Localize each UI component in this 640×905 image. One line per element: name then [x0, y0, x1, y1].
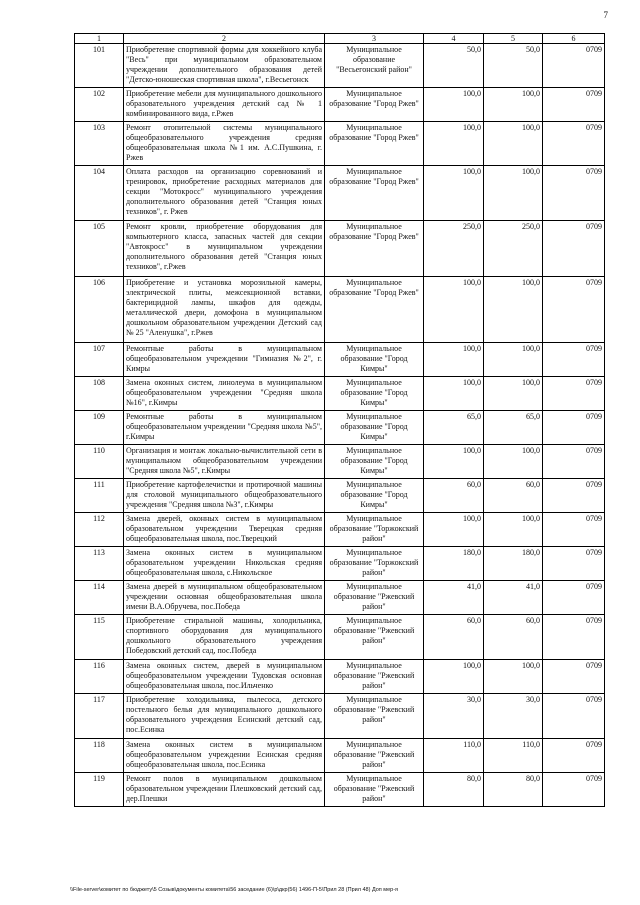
table-row	[75, 615, 605, 660]
table-row	[75, 445, 605, 479]
row-budget-code: 0709	[543, 411, 605, 445]
row-budget-code: 0709	[543, 479, 605, 513]
row-municipality: Муниципальное образование "Город Кимры"	[325, 343, 424, 377]
row-description: Замена оконных систем, линолеума в муниципальном общеобразовательном учреждении "Средняя школа №16", г.Кимры	[124, 377, 325, 411]
row-municipality: Муниципальное образование "Город Ржев"	[325, 221, 424, 277]
row-description: Приобретение холодильника, пылесоса, детского постельного белья для муниципального дошкольного образовательного учреждения Есинский детский сад, пос.Есинка	[124, 694, 325, 739]
row-municipality: Муниципальное образование "Город Ржев"	[325, 88, 424, 122]
row-amount-col5: 41,0	[484, 581, 543, 615]
row-description: Замена дверей, оконных систем в муниципальном образовательном учреждении Тверецкая средняя общеобразовательная школа, пос.Тверецкий	[124, 513, 325, 547]
row-budget-code: 0709	[543, 166, 605, 221]
row-amount-col5: 100,0	[484, 88, 543, 122]
row-description: Приобретение и установка морозильной камеры, электрической плиты, межсекционной вставки, бактерицидной лампы, шкафов для одежды, металлической двери, домофона в муниципальном дошкольном образовательном учреждении Детский сад № 25 "Аленушка", г.Ржев	[124, 277, 325, 343]
row-number: 119	[75, 773, 124, 807]
table-row	[75, 694, 605, 739]
row-amount-col4: 250,0	[424, 221, 484, 277]
row-number: 102	[75, 88, 124, 122]
row-number: 101	[75, 44, 124, 88]
table-row	[75, 44, 605, 88]
row-description: Ремонт полов в муниципальном дошкольном образовательном учреждении Плешковский детский сад, дер.Плешки	[124, 773, 325, 807]
table-row	[75, 122, 605, 166]
col-header-1: 1	[75, 34, 124, 44]
row-amount-col5: 100,0	[484, 445, 543, 479]
row-budget-code: 0709	[543, 377, 605, 411]
table-row	[75, 547, 605, 581]
row-budget-code: 0709	[543, 581, 605, 615]
row-amount-col4: 100,0	[424, 166, 484, 221]
row-amount-col5: 100,0	[484, 122, 543, 166]
row-amount-col4: 100,0	[424, 277, 484, 343]
row-budget-code: 0709	[543, 547, 605, 581]
row-number: 103	[75, 122, 124, 166]
row-description: Оплата расходов на организацию соревнований и тренировок, приобретение расходных материалов для секции "Мотокросс" муниципального учреждения дополнительного образования детей "Станция юных техников", г. Ржев	[124, 166, 325, 221]
table-row	[75, 581, 605, 615]
row-amount-col4: 80,0	[424, 773, 484, 807]
row-amount-col4: 50,0	[424, 44, 484, 88]
row-amount-col4: 100,0	[424, 343, 484, 377]
row-municipality: Муниципальное образование "Город Кимры"	[325, 377, 424, 411]
row-number: 118	[75, 739, 124, 773]
table-row	[75, 343, 605, 377]
row-description: Ремонт кровли, приобретение оборудования для компьютерного класса, запасных частей для секции "Автокросс" в муниципальном учреждении дополнительного образования детей "Станция юных техников", г.Ржев	[124, 221, 325, 277]
row-budget-code: 0709	[543, 44, 605, 88]
row-amount-col5: 250,0	[484, 221, 543, 277]
row-number: 116	[75, 660, 124, 694]
row-number: 106	[75, 277, 124, 343]
row-amount-col5: 100,0	[484, 166, 543, 221]
row-municipality: Муниципальное образование "Город Ржев"	[325, 166, 424, 221]
table-row	[75, 166, 605, 221]
row-amount-col4: 100,0	[424, 445, 484, 479]
table-row	[75, 277, 605, 343]
row-amount-col5: 100,0	[484, 343, 543, 377]
row-amount-col5: 50,0	[484, 44, 543, 88]
table-row	[75, 411, 605, 445]
row-number: 109	[75, 411, 124, 445]
row-amount-col4: 60,0	[424, 615, 484, 660]
row-amount-col4: 100,0	[424, 377, 484, 411]
row-description: Организация и монтаж локально-вычислительной сети в муниципальном общеобразовательном учреждении "Средняя школа №5", г.Кимры	[124, 445, 325, 479]
row-number: 104	[75, 166, 124, 221]
row-budget-code: 0709	[543, 122, 605, 166]
row-number: 110	[75, 445, 124, 479]
row-amount-col4: 60,0	[424, 479, 484, 513]
table-row	[75, 88, 605, 122]
row-description: Замена оконных систем в муниципальном образовательном учреждении Никольская средняя общеобразовательная школа, с.Никольское	[124, 547, 325, 581]
row-amount-col5: 30,0	[484, 694, 543, 739]
table-row	[75, 377, 605, 411]
row-number: 107	[75, 343, 124, 377]
row-number: 114	[75, 581, 124, 615]
row-number: 111	[75, 479, 124, 513]
row-description: Ремонтные работы в муниципальном общеобразовательном учреждении "Средняя школа №5", г.Кимры	[124, 411, 325, 445]
row-number: 108	[75, 377, 124, 411]
row-amount-col4: 30,0	[424, 694, 484, 739]
col-header-3: 3	[325, 34, 424, 44]
row-municipality: Муниципальное образование "Ржевский район"	[325, 694, 424, 739]
budget-table	[74, 33, 605, 807]
row-municipality: Муниципальное образование "Город Кимры"	[325, 445, 424, 479]
row-budget-code: 0709	[543, 615, 605, 660]
row-municipality: Муниципальное образование "Город Ржев"	[325, 277, 424, 343]
row-amount-col5: 100,0	[484, 277, 543, 343]
row-amount-col5: 180,0	[484, 547, 543, 581]
row-description: Ремонт отопительной системы муниципального общеобразовательного учреждения средняя общеобразовательная школа №1 им. А.С.Пушкина, г. Ржев	[124, 122, 325, 166]
row-budget-code: 0709	[543, 277, 605, 343]
row-amount-col4: 100,0	[424, 660, 484, 694]
row-number: 105	[75, 221, 124, 277]
row-amount-col4: 100,0	[424, 513, 484, 547]
row-budget-code: 0709	[543, 773, 605, 807]
row-amount-col5: 110,0	[484, 739, 543, 773]
row-description: Приобретение мебели для муниципального дошкольного образовательного учреждения детский сад № 1 комбинированного вида, г.Ржев	[124, 88, 325, 122]
header-row	[75, 34, 605, 44]
row-amount-col4: 100,0	[424, 122, 484, 166]
row-amount-col4: 110,0	[424, 739, 484, 773]
row-amount-col4: 180,0	[424, 547, 484, 581]
row-amount-col5: 60,0	[484, 615, 543, 660]
table-row	[75, 513, 605, 547]
row-description: Приобретение стиральной машины, холодильника, спортивного оборудования для муниципального дошкольного образовательного учреждения Победовский детский сад, пос.Победа	[124, 615, 325, 660]
row-amount-col5: 60,0	[484, 479, 543, 513]
row-number: 115	[75, 615, 124, 660]
col-header-5: 5	[484, 34, 543, 44]
row-description: Замена оконных систем в муниципальном общеобразовательном учреждении Есинская средняя общеобразовательная школа, пос.Есинка	[124, 739, 325, 773]
row-municipality: Муниципальное образование "Ржевский район"	[325, 739, 424, 773]
col-header-4: 4	[424, 34, 484, 44]
row-number: 112	[75, 513, 124, 547]
table-row	[75, 479, 605, 513]
row-municipality: Муниципальное образование "Ржевский район"	[325, 615, 424, 660]
row-budget-code: 0709	[543, 513, 605, 547]
row-budget-code: 0709	[543, 694, 605, 739]
row-amount-col5: 100,0	[484, 513, 543, 547]
row-budget-code: 0709	[543, 739, 605, 773]
row-amount-col5: 80,0	[484, 773, 543, 807]
row-municipality: Муниципальное образование "Ржевский район"	[325, 581, 424, 615]
row-amount-col4: 65,0	[424, 411, 484, 445]
row-amount-col5: 100,0	[484, 660, 543, 694]
row-amount-col4: 100,0	[424, 88, 484, 122]
row-number: 113	[75, 547, 124, 581]
row-description: Приобретение спортивной формы для хоккейного клуба "Весь" при муниципальном образовательном учреждении дополнительного образования детей "Детско-юношеская спортивная школа", г.Весьегонск	[124, 44, 325, 88]
row-amount-col5: 65,0	[484, 411, 543, 445]
row-description: Замена дверей в муниципальном общеобразовательном учреждении основная общеобразовательная школа имени В.А.Обручева, пос.Победа	[124, 581, 325, 615]
row-municipality: Муниципальное образование "Торжокский район"	[325, 513, 424, 547]
row-municipality: Муниципальное образование "Весьегонский район"	[325, 44, 424, 88]
row-municipality: Муниципальное образование "Ржевский район"	[325, 660, 424, 694]
row-budget-code: 0709	[543, 660, 605, 694]
row-description: Приобретение картофелечистки и протирочной машины для столовой муниципального общеобразовательного учреждения "Средняя школа №3", г.Кимры	[124, 479, 325, 513]
col-header-6: 6	[543, 34, 605, 44]
row-municipality: Муниципальное образование "Город Кимры"	[325, 479, 424, 513]
row-budget-code: 0709	[543, 88, 605, 122]
row-description: Ремонтные работы в муниципальном общеобразовательном учреждении "Гимназия №2", г. Кимры	[124, 343, 325, 377]
row-municipality: Муниципальное образование "Торжокский район"	[325, 547, 424, 581]
table-row	[75, 773, 605, 807]
row-budget-code: 0709	[543, 343, 605, 377]
row-budget-code: 0709	[543, 445, 605, 479]
row-amount-col4: 41,0	[424, 581, 484, 615]
row-municipality: Муниципальное образование "Город Ржев"	[325, 122, 424, 166]
row-number: 117	[75, 694, 124, 739]
row-municipality: Муниципальное образование "Город Кимры"	[325, 411, 424, 445]
row-amount-col5: 100,0	[484, 377, 543, 411]
col-header-2: 2	[124, 34, 325, 44]
page-number: 7	[603, 10, 608, 20]
row-municipality: Муниципальное образование "Ржевский район"	[325, 773, 424, 807]
table-row	[75, 660, 605, 694]
table-row	[75, 739, 605, 773]
file-path-footer: \\File-server\комитет по бюджету\5 Созыв\документы комитета\56 заседание (6)\р\дкр(56) 1496-П-5\Прил 28 (Прил 48) Доп мер-я	[70, 887, 398, 893]
row-budget-code: 0709	[543, 221, 605, 277]
row-description: Замена оконных систем, дверей в муниципальном общеобразовательном учреждении Тудовская основная общеобразовательная школа, пос.Ильченко	[124, 660, 325, 694]
table-row	[75, 221, 605, 277]
